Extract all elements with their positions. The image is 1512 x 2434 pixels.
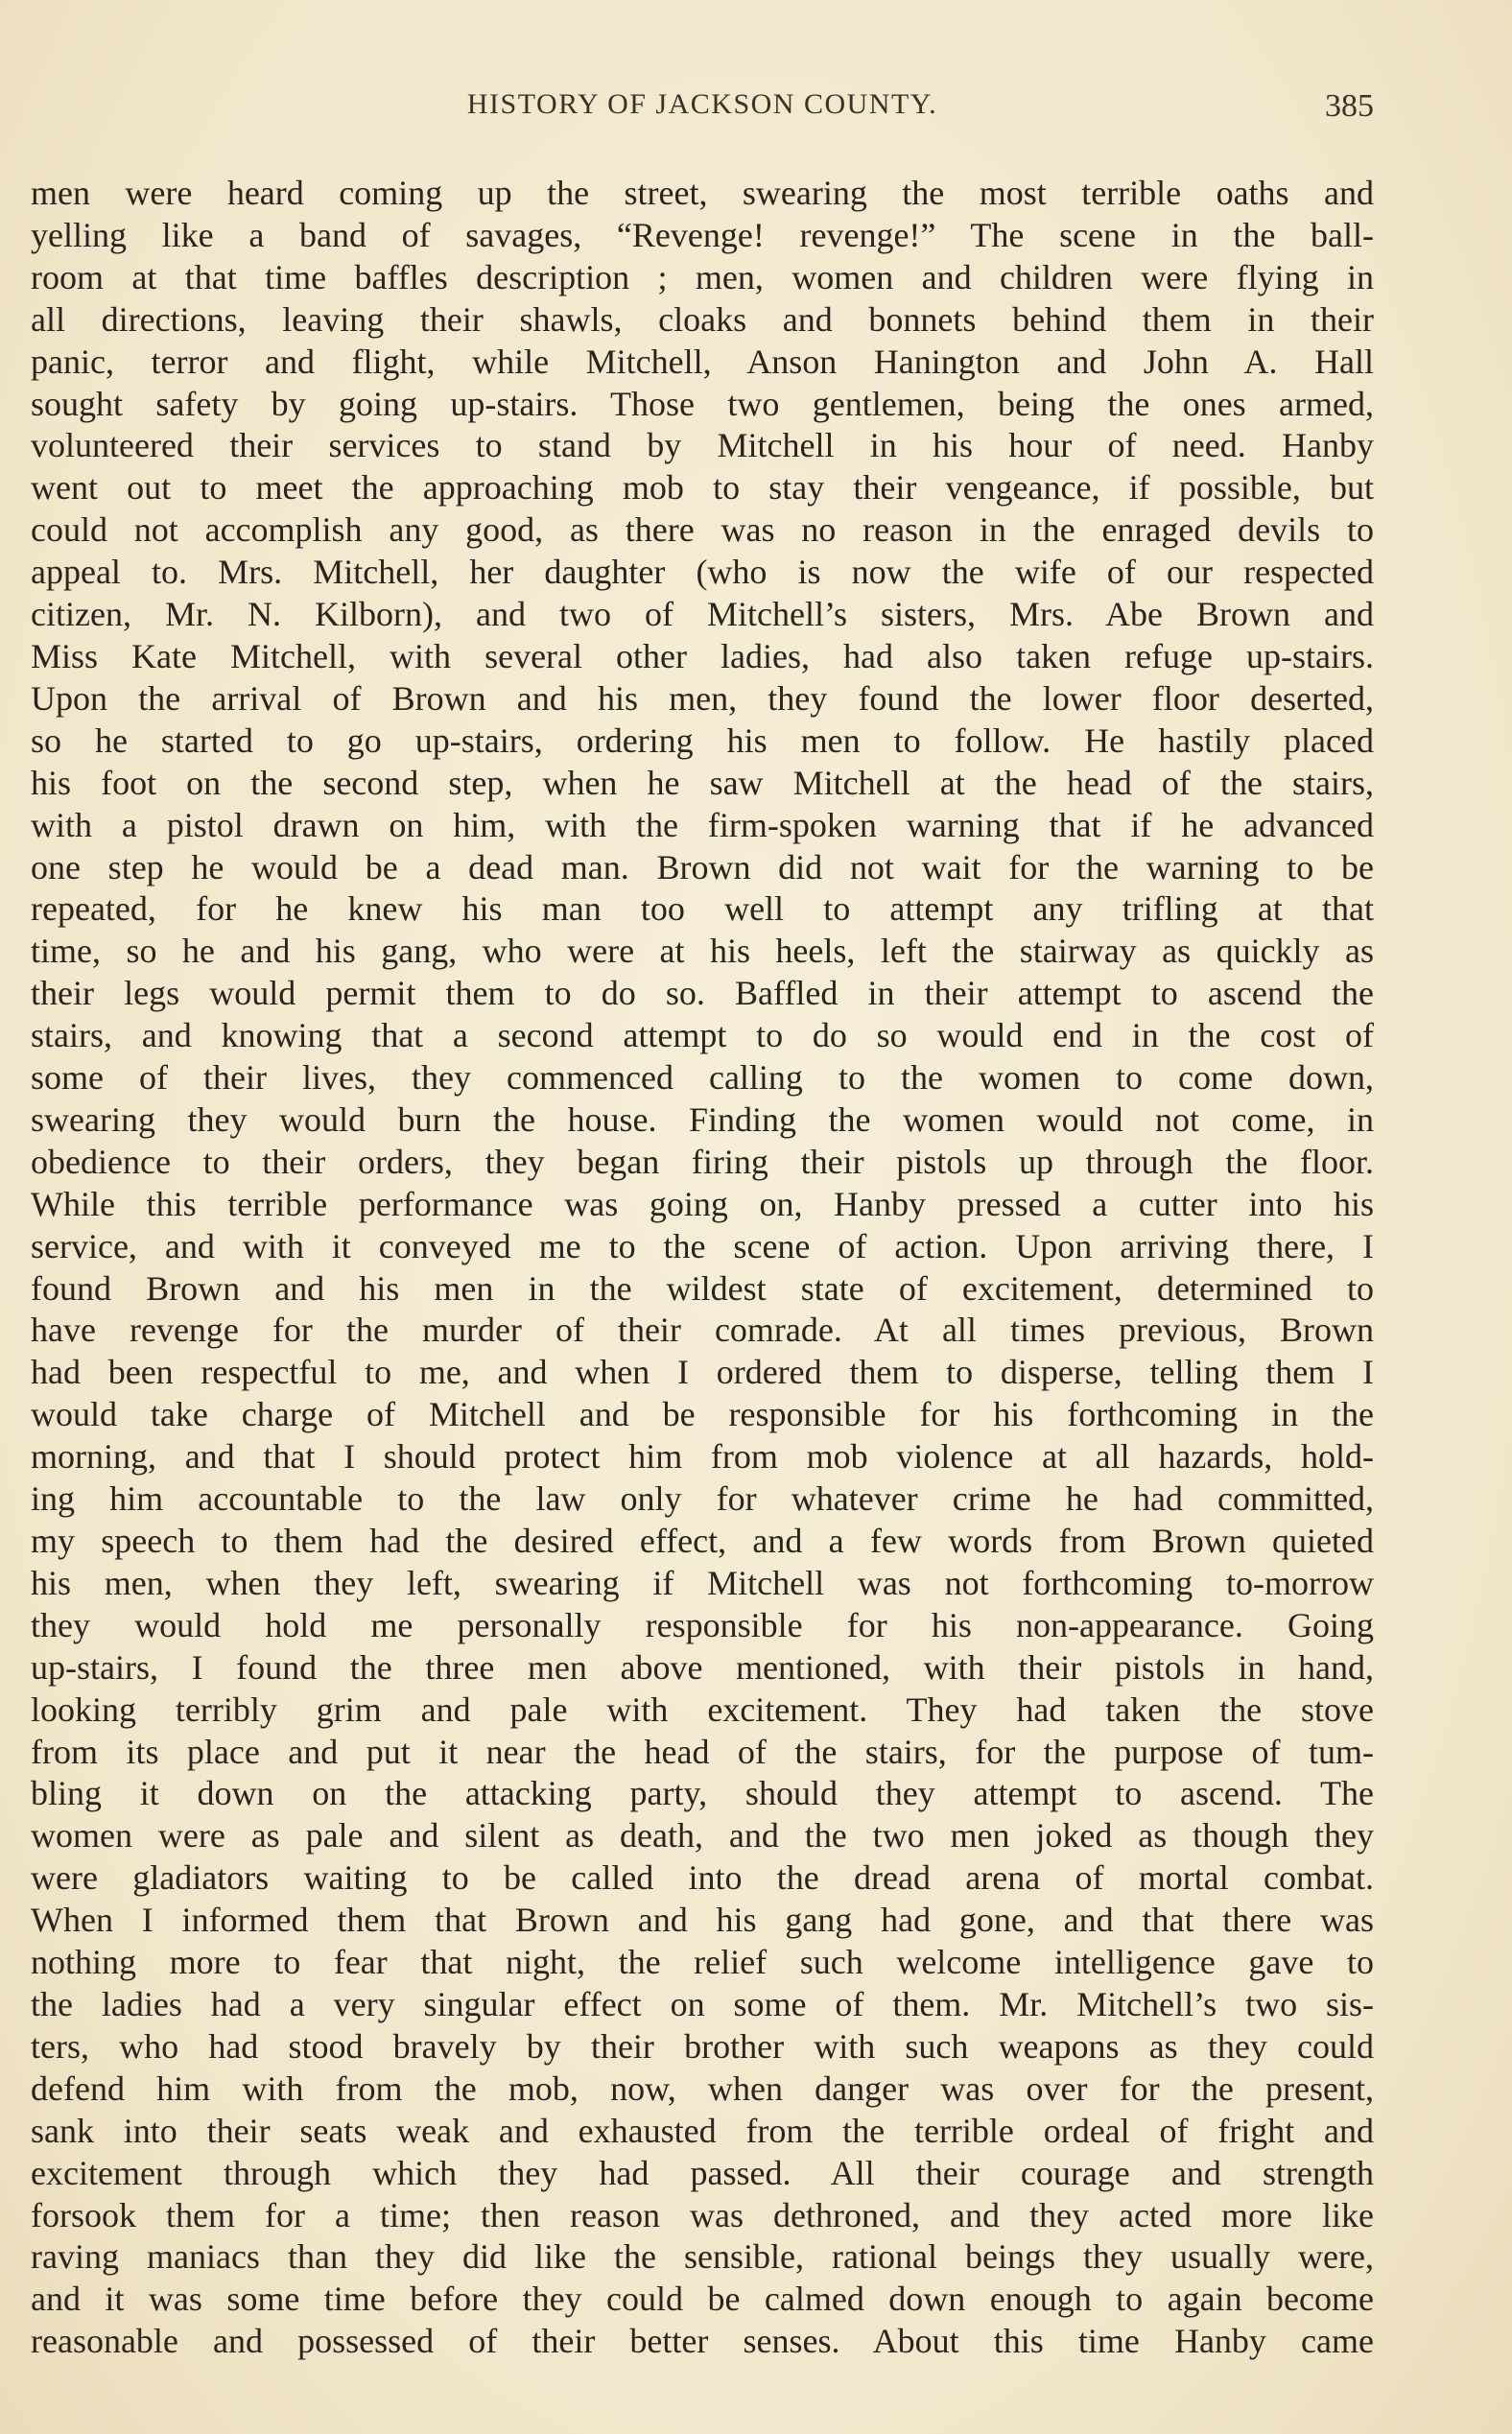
text-line: volunteered their services to stand by Mitchell in his hour of need. Hanby [31, 426, 1374, 465]
text-line: the ladies had a very singular effect on some of them. Mr. Mitchell’s two sis- [31, 1984, 1374, 2023]
text-line: went out to meet the approaching mob to stay their vengeance, if possible, but [31, 468, 1374, 508]
text-line: so he started to go up-stairs, ordering his men to follow. He hastily placed [31, 721, 1374, 760]
running-head: HISTORY OF JACKSON COUNTY. [466, 88, 938, 120]
text-line: all directions, leaving their shawls, cloaks and bonnets behind them in their [31, 299, 1374, 339]
text-line: Miss Kate Mitchell, with several other ladies, had also taken refuge up-stairs. [31, 636, 1374, 675]
text-line: When I informed them that Brown and his gang had gone, and that there was [31, 1901, 1374, 1940]
text-line: repeated, for he knew his man too well to attempt any trifling at that [31, 889, 1374, 929]
text-line: his foot on the second step, when he saw Mitchell at the head of the stairs, [31, 763, 1374, 802]
text-line: nothing more to fear that night, the relief such welcome intelligence gave to [31, 1943, 1374, 1982]
text-line: yelling like a band of savages, “Revenge! revenge!” The scene in the ball- [31, 215, 1374, 254]
text-line: ters, who had stood bravely by their brother with such weapons as they could [31, 2026, 1374, 2066]
text-line: women were as pale and silent as death, and the two men joked as though they [31, 1816, 1374, 1855]
text-line: reasonable and possessed of their better senses. About this time Hanby came [31, 2322, 1374, 2361]
text-line: citizen, Mr. N. Kilborn), and two of Mitchell’s sisters, Mrs. Abe Brown and [31, 595, 1374, 634]
body-text [31, 173, 1374, 2363]
page-header [31, 88, 1374, 136]
text-line: would take charge of Mitchell and be responsible for his forthcoming in the [31, 1395, 1374, 1434]
text-line: looking terribly grim and pale with excitement. They had taken the stove [31, 1690, 1374, 1729]
text-line: one step he would be a dead man. Brown did not wait for the warning to be [31, 847, 1374, 886]
page-number: 385 [1325, 88, 1374, 124]
text-line: room at that time baffles description ; men, women and children were flying in [31, 257, 1374, 296]
text-line: their legs would permit them to do so. Baffled in their attempt to ascend the [31, 974, 1374, 1013]
text-line: they would hold me personally responsible for his non-appearance. Going [31, 1605, 1374, 1644]
text-line: sank into their seats weak and exhausted from the terrible ordeal of fright and [31, 2111, 1374, 2150]
text-line: bling it down on the attacking party, should they attempt to ascend. The [31, 1774, 1374, 1813]
text-line: swearing they would burn the house. Finding the women would not come, in [31, 1099, 1374, 1139]
text-line: found Brown and his men in the wildest state of excitement, determined to [31, 1268, 1374, 1308]
text-line: sought safety by going up-stairs. Those two gentlemen, being the ones armed, [31, 384, 1374, 423]
text-line: forsook them for a time; then reason was dethroned, and they acted more like [31, 2195, 1374, 2234]
text-line: obedience to their orders, they began firing their pistols up through the floor. [31, 1142, 1374, 1181]
text-line: While this terrible performance was going on, Hanby pressed a cutter into his [31, 1184, 1374, 1223]
text-line: panic, terror and flight, while Mitchell, Anson Hanington and John A. Hall [31, 342, 1374, 381]
text-line: and it was some time before they could be calmed down enough to again become [31, 2280, 1374, 2319]
text-line: have revenge for the murder of their comrade. At all times previous, Brown [31, 1311, 1374, 1350]
text-line: ing him accountable to the law only for whatever crime he had committed, [31, 1479, 1374, 1519]
text-line: his men, when they left, swearing if Mitchell was not forthcoming to-morrow [31, 1563, 1374, 1602]
text-line: service, and with it conveyed me to the scene of action. Upon arriving there, I [31, 1226, 1374, 1265]
text-line: appeal to. Mrs. Mitchell, her daughter (who is now the wife of our respected [31, 553, 1374, 592]
text-line: some of their lives, they commenced calling to the women to come down, [31, 1058, 1374, 1098]
text-line: Upon the arrival of Brown and his men, they found the lower floor deserted, [31, 678, 1374, 718]
text-line: had been respectful to me, and when I ordered them to disperse, telling them I [31, 1353, 1374, 1392]
text-line: men were heard coming up the street, swearing the most terrible oaths and [31, 174, 1374, 212]
text-line: stairs, and knowing that a second attempt to do so would end in the cost of [31, 1016, 1374, 1055]
text-line: from its place and put it near the head of the stairs, for the purpose of tum- [31, 1732, 1374, 1771]
text-line: raving maniacs than they did like the sensible, rational beings they usually were, [31, 2237, 1374, 2277]
text-line: up-stairs, I found the three men above mentioned, with their pistols in hand, [31, 1647, 1374, 1687]
text-line: morning, and that I should protect him from mob violence at all hazards, hold- [31, 1437, 1374, 1477]
text-line: defend him with from the mob, now, when danger was over for the present, [31, 2068, 1374, 2108]
text-line: were gladiators waiting to be called into the dread arena of mortal combat. [31, 1858, 1374, 1898]
text-line: time, so he and his gang, who were at his heels, left the stairway as quickly as [31, 932, 1374, 971]
text-line: could not accomplish any good, as there was no reason in the enraged devils to [31, 510, 1374, 550]
text-line: my speech to them had the desired effect, and a few words from Brown quieted [31, 1522, 1374, 1560]
text-line: excitement through which they had passed. All their courage and strength [31, 2153, 1374, 2192]
text-line: with a pistol drawn on him, with the firm-spoken warning that if he advanced [31, 805, 1374, 844]
